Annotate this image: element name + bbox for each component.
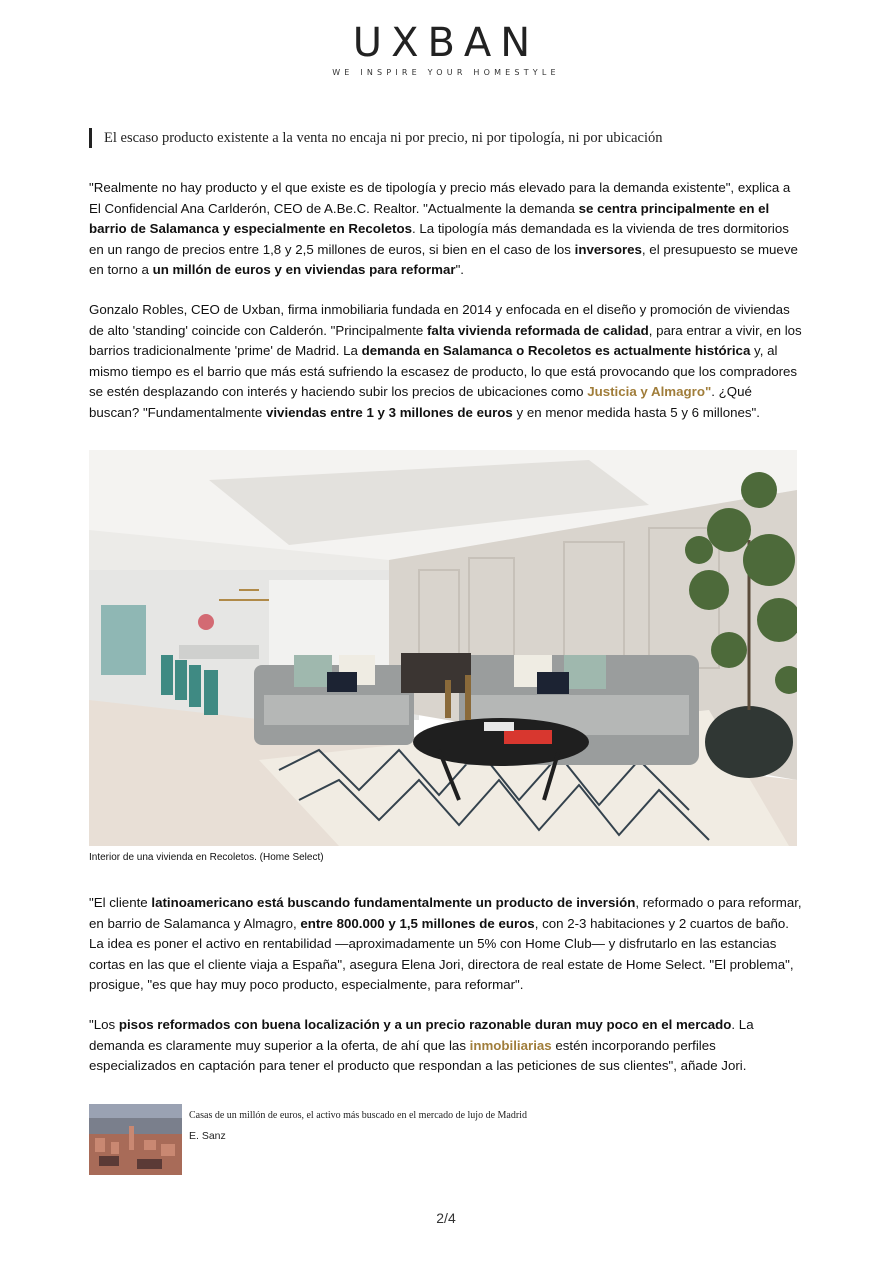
related-article-thumbnail[interactable] (89, 1104, 182, 1175)
related-article-title[interactable]: Casas de un millón de euros, el activo más buscado en el mercado de lujo de Madrid (189, 1110, 527, 1121)
brand-tagline: WE INSPIRE YOUR HOMESTYLE (332, 68, 560, 77)
paragraph-4: "Los pisos reformados con buena localización y a un precio razonable duran muy poco en el mercado. La demanda es claramente muy superior a la oferta, de ahí que las inmobiliarias estén incorporando perfiles especializados en captación para tener el producto que respondan a las peticiones de sus clientes", añade Jori. (89, 1017, 754, 1073)
paragraph-3: "El cliente latinoamericano está buscando fundamentalmente un producto de inversión, reformado o para reformar, en barrio de Salamanca y Almagro, entre 800.000 y 1,5 millones de euros, con 2-3 habitaciones y 2 cuartos de baño. La idea es poner el activo en rentabilidad —aproximadamente un 5% con Home Club— y disfrutarlo en las estancias cortas en las que el cliente viaja a España", asegura Elena Jori, directora de real estate de Home Select. "El problema", prosigue, "es que hay muy poco producto, especialmente, para reformar". (89, 895, 802, 992)
link-inmobiliarias[interactable]: inmobiliarias (469, 1037, 552, 1053)
paragraph-1: "Realmente no hay producto y el que existe es de tipología y precio más elevado para la demanda existente", explica a El Confidencial Ana Carlderón, CEO de A.Be.C. Realtor. "Actualmente la demanda se centra principalmente en el barrio de Salamanca y especialmente en Recoletos. La tipología más demandada es la vivienda de tres dormitorios en un rango de precios entre 1,8 y 2,5 millones de euros, si bien en el caso de los inversores, el presupuesto se mueve en torno a un millón de euros y en viviendas para reformar". (89, 180, 798, 277)
paragraph-2: Gonzalo Robles, CEO de Uxban, firma inmobiliaria fundada en 2014 y enfocada en el diseño y promoción de viviendas de alto 'standing' coincide con Calderón. "Principalmente falta vivienda reformada de calidad, para entrar a vivir, en los barrios tradicionalmente 'prime' de Madrid. La demanda en Salamanca o Recoletos es actualmente histórica y, al mismo tiempo es el barrio que más está sufriendo la escasez de producto, lo que está provocando que los compradores se estén desplazando con interés y haciendo subir los precios de ubicaciones como Justicia y Almagro". ¿Qué buscan? "Fundamentalmente viviendas entre 1 y 3 millones de euros y en menor medida hasta 5 y 6 millones". (89, 302, 802, 420)
pull-quote: El escaso producto existente a la venta no encaja ni por precio, ni por tipología, ni por ubicación (89, 128, 804, 148)
page-number: 2/4 (436, 1210, 456, 1226)
link-justicia-almagro[interactable]: Justicia y Almagro (587, 384, 705, 399)
interior-photo (89, 450, 797, 846)
brand-logo (0, 22, 892, 77)
image-caption: Interior de una vivienda en Recoletos. (Home Select) (89, 852, 324, 863)
brand-name: UXBAN (352, 20, 540, 66)
related-article-author: E. Sanz (189, 1130, 226, 1142)
